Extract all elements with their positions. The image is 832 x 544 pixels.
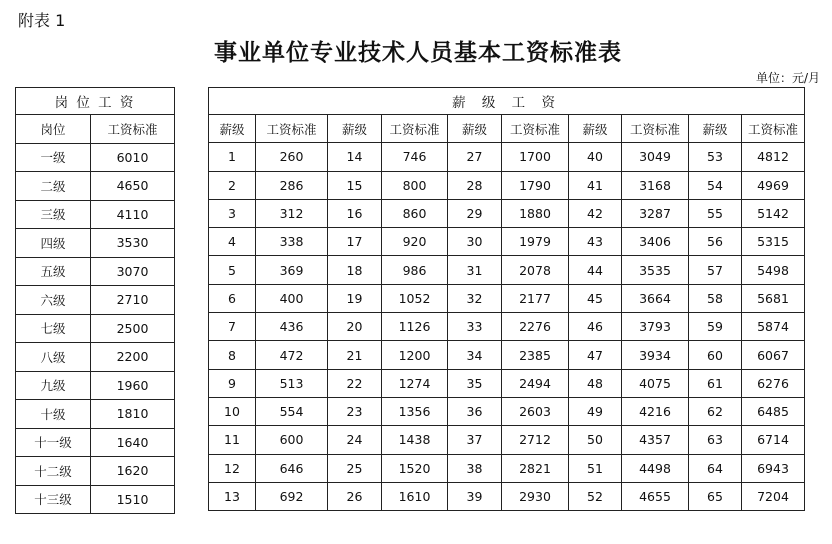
grade-standard-cell: 1790 (502, 171, 569, 199)
grade-standard-cell: 5498 (742, 256, 805, 284)
grade-standard-cell: 3664 (622, 284, 689, 312)
grade-standard-cell: 286 (256, 171, 328, 199)
grade-standard-cell: 436 (256, 313, 328, 341)
table-row (209, 228, 805, 256)
salary-table-caption: 薪 级 工 资 (209, 88, 805, 115)
post-standard-cell: 3070 (91, 257, 175, 286)
grade-cell: 38 (448, 454, 502, 482)
grade-cell: 13 (209, 482, 256, 510)
grade-cell: 6 (209, 284, 256, 312)
grade-standard-cell: 4655 (622, 482, 689, 510)
grade-standard-cell: 6067 (742, 341, 805, 369)
annex-label: 附表 1 (18, 11, 66, 30)
grade-standard-cell: 6714 (742, 426, 805, 454)
grade-cell: 26 (328, 482, 382, 510)
post-header-standard: 工资标准 (91, 115, 175, 144)
grade-standard-cell: 2603 (502, 397, 569, 425)
grade-cell: 62 (689, 397, 742, 425)
grade-salary-table (208, 87, 805, 511)
grade-cell: 48 (569, 369, 622, 397)
table-row (209, 454, 805, 482)
post-rank-cell: 一级 (16, 143, 91, 172)
grade-cell: 65 (689, 482, 742, 510)
grade-standard-cell: 1880 (502, 199, 569, 227)
grade-standard-cell: 2712 (502, 426, 569, 454)
grade-standard-cell: 513 (256, 369, 328, 397)
grade-cell: 1 (209, 143, 256, 171)
grade-standard-cell: 1520 (382, 454, 448, 482)
grade-standard-cell: 2385 (502, 341, 569, 369)
grade-cell: 40 (569, 143, 622, 171)
grade-cell: 2 (209, 171, 256, 199)
post-rank-cell: 五级 (16, 257, 91, 286)
post-rank-cell: 六级 (16, 286, 91, 315)
grade-cell: 43 (569, 228, 622, 256)
grade-standard-cell: 260 (256, 143, 328, 171)
grade-cell: 46 (569, 313, 622, 341)
grade-standard-cell: 3406 (622, 228, 689, 256)
grade-standard-cell: 1979 (502, 228, 569, 256)
grade-cell: 22 (328, 369, 382, 397)
grade-standard-cell: 312 (256, 199, 328, 227)
post-table-header-row (16, 115, 175, 144)
grade-cell: 37 (448, 426, 502, 454)
grade-cell: 12 (209, 454, 256, 482)
grade-cell: 10 (209, 397, 256, 425)
grade-standard-cell: 5315 (742, 228, 805, 256)
grade-standard-cell: 646 (256, 454, 328, 482)
salary-header-standard: 工资标准 (502, 115, 569, 143)
table-row (209, 426, 805, 454)
unit-label: 单位：元/月 (755, 71, 820, 85)
table-row (209, 313, 805, 341)
table-row (16, 371, 175, 400)
grade-cell: 35 (448, 369, 502, 397)
post-table-caption-row (16, 88, 175, 115)
grade-cell: 27 (448, 143, 502, 171)
grade-standard-cell: 400 (256, 284, 328, 312)
grade-cell: 20 (328, 313, 382, 341)
grade-standard-cell: 986 (382, 256, 448, 284)
salary-header-grade: 薪级 (448, 115, 502, 143)
grade-standard-cell: 860 (382, 199, 448, 227)
table-row (209, 143, 805, 171)
grade-standard-cell: 6485 (742, 397, 805, 425)
grade-standard-cell: 3049 (622, 143, 689, 171)
post-standard-cell: 1510 (91, 485, 175, 514)
post-rank-cell: 四级 (16, 229, 91, 258)
page-title (0, 34, 832, 67)
post-standard-cell: 4650 (91, 172, 175, 201)
grade-standard-cell: 1126 (382, 313, 448, 341)
table-row (209, 369, 805, 397)
grade-standard-cell: 2821 (502, 454, 569, 482)
post-rank-cell: 十一级 (16, 428, 91, 457)
grade-standard-cell: 1610 (382, 482, 448, 510)
grade-standard-cell: 1438 (382, 426, 448, 454)
table-row (209, 482, 805, 510)
post-table-body (16, 88, 175, 514)
post-header-rank: 岗位 (16, 115, 91, 144)
grade-cell: 32 (448, 284, 502, 312)
grade-standard-cell: 3535 (622, 256, 689, 284)
grade-cell: 21 (328, 341, 382, 369)
salary-header-standard: 工资标准 (382, 115, 448, 143)
grade-cell: 24 (328, 426, 382, 454)
grade-standard-cell: 3168 (622, 171, 689, 199)
grade-cell: 28 (448, 171, 502, 199)
grade-standard-cell: 7204 (742, 482, 805, 510)
table-row (16, 143, 175, 172)
grade-cell: 19 (328, 284, 382, 312)
grade-cell: 36 (448, 397, 502, 425)
table-row (16, 343, 175, 372)
table-row (16, 172, 175, 201)
grade-cell: 59 (689, 313, 742, 341)
grade-standard-cell: 600 (256, 426, 328, 454)
grade-cell: 23 (328, 397, 382, 425)
grade-standard-cell: 4075 (622, 369, 689, 397)
grade-cell: 54 (689, 171, 742, 199)
grade-standard-cell: 5681 (742, 284, 805, 312)
salary-header-grade: 薪级 (328, 115, 382, 143)
grade-cell: 57 (689, 256, 742, 284)
salary-table-header-row (209, 115, 805, 143)
grade-cell: 44 (569, 256, 622, 284)
table-row (209, 284, 805, 312)
grade-cell: 61 (689, 369, 742, 397)
post-standard-cell: 1620 (91, 457, 175, 486)
table-row (16, 457, 175, 486)
grade-cell: 64 (689, 454, 742, 482)
grade-cell: 52 (569, 482, 622, 510)
grade-standard-cell: 338 (256, 228, 328, 256)
grade-cell: 5 (209, 256, 256, 284)
grade-cell: 9 (209, 369, 256, 397)
grade-cell: 18 (328, 256, 382, 284)
grade-cell: 31 (448, 256, 502, 284)
grade-standard-cell: 3934 (622, 341, 689, 369)
salary-header-standard: 工资标准 (256, 115, 328, 143)
grade-standard-cell: 554 (256, 397, 328, 425)
grade-standard-cell: 369 (256, 256, 328, 284)
grade-cell: 56 (689, 228, 742, 256)
table-row (16, 485, 175, 514)
grade-standard-cell: 2930 (502, 482, 569, 510)
grade-standard-cell: 6943 (742, 454, 805, 482)
grade-standard-cell: 2494 (502, 369, 569, 397)
post-rank-cell: 二级 (16, 172, 91, 201)
post-standard-cell: 6010 (91, 143, 175, 172)
grade-standard-cell: 4812 (742, 143, 805, 171)
grade-cell: 47 (569, 341, 622, 369)
grade-cell: 15 (328, 171, 382, 199)
grade-cell: 50 (569, 426, 622, 454)
grade-cell: 33 (448, 313, 502, 341)
grade-standard-cell: 4357 (622, 426, 689, 454)
grade-standard-cell: 1356 (382, 397, 448, 425)
grade-cell: 30 (448, 228, 502, 256)
grade-cell: 45 (569, 284, 622, 312)
grade-standard-cell: 920 (382, 228, 448, 256)
grade-standard-cell: 3793 (622, 313, 689, 341)
post-rank-cell: 三级 (16, 200, 91, 229)
grade-cell: 53 (689, 143, 742, 171)
grade-standard-cell: 1052 (382, 284, 448, 312)
table-row (16, 229, 175, 258)
grade-cell: 58 (689, 284, 742, 312)
grade-standard-cell: 692 (256, 482, 328, 510)
grade-cell: 3 (209, 199, 256, 227)
grade-standard-cell: 3287 (622, 199, 689, 227)
grade-standard-cell: 6276 (742, 369, 805, 397)
grade-cell: 14 (328, 143, 382, 171)
table-row (16, 400, 175, 429)
grade-standard-cell: 2078 (502, 256, 569, 284)
grade-cell: 42 (569, 199, 622, 227)
post-rank-cell: 九级 (16, 371, 91, 400)
post-standard-cell: 4110 (91, 200, 175, 229)
grade-cell: 34 (448, 341, 502, 369)
grade-cell: 39 (448, 482, 502, 510)
post-rank-cell: 十三级 (16, 485, 91, 514)
table-row (209, 199, 805, 227)
post-standard-cell: 1810 (91, 400, 175, 429)
grade-standard-cell: 746 (382, 143, 448, 171)
grade-cell: 4 (209, 228, 256, 256)
grade-cell: 7 (209, 313, 256, 341)
post-rank-cell: 十级 (16, 400, 91, 429)
post-salary-table (15, 87, 175, 514)
salary-header-standard: 工资标准 (622, 115, 689, 143)
salary-table-body (209, 88, 805, 511)
grade-standard-cell: 4969 (742, 171, 805, 199)
table-row (16, 200, 175, 229)
table-row (209, 256, 805, 284)
salary-header-grade: 薪级 (209, 115, 256, 143)
grade-standard-cell: 1200 (382, 341, 448, 369)
post-rank-cell: 八级 (16, 343, 91, 372)
grade-cell: 63 (689, 426, 742, 454)
table-row (16, 428, 175, 457)
grade-standard-cell: 4216 (622, 397, 689, 425)
grade-cell: 49 (569, 397, 622, 425)
grade-standard-cell: 2276 (502, 313, 569, 341)
grade-cell: 8 (209, 341, 256, 369)
table-row (209, 341, 805, 369)
grade-standard-cell: 2177 (502, 284, 569, 312)
page-title-text: 事业单位专业技术人员基本工资标准表 (214, 40, 622, 66)
grade-cell: 29 (448, 199, 502, 227)
grade-cell: 41 (569, 171, 622, 199)
grade-cell: 25 (328, 454, 382, 482)
grade-standard-cell: 5142 (742, 199, 805, 227)
grade-cell: 60 (689, 341, 742, 369)
grade-standard-cell: 472 (256, 341, 328, 369)
post-standard-cell: 2710 (91, 286, 175, 315)
salary-header-standard: 工资标准 (742, 115, 805, 143)
table-row (16, 286, 175, 315)
grade-cell: 51 (569, 454, 622, 482)
post-standard-cell: 3530 (91, 229, 175, 258)
post-rank-cell: 十二级 (16, 457, 91, 486)
grade-cell: 17 (328, 228, 382, 256)
post-standard-cell: 1640 (91, 428, 175, 457)
post-table-caption: 岗 位 工 资 (16, 88, 175, 115)
post-standard-cell: 1960 (91, 371, 175, 400)
grade-standard-cell: 5874 (742, 313, 805, 341)
table-row (16, 257, 175, 286)
grade-cell: 11 (209, 426, 256, 454)
post-standard-cell: 2200 (91, 343, 175, 372)
post-standard-cell: 2500 (91, 314, 175, 343)
grade-cell: 16 (328, 199, 382, 227)
salary-header-grade: 薪级 (689, 115, 742, 143)
post-rank-cell: 七级 (16, 314, 91, 343)
grade-cell: 55 (689, 199, 742, 227)
grade-standard-cell: 4498 (622, 454, 689, 482)
salary-table-caption-row (209, 88, 805, 115)
table-row (209, 397, 805, 425)
grade-standard-cell: 1700 (502, 143, 569, 171)
grade-standard-cell: 800 (382, 171, 448, 199)
salary-header-grade: 薪级 (569, 115, 622, 143)
grade-standard-cell: 1274 (382, 369, 448, 397)
table-row (209, 171, 805, 199)
table-row (16, 314, 175, 343)
